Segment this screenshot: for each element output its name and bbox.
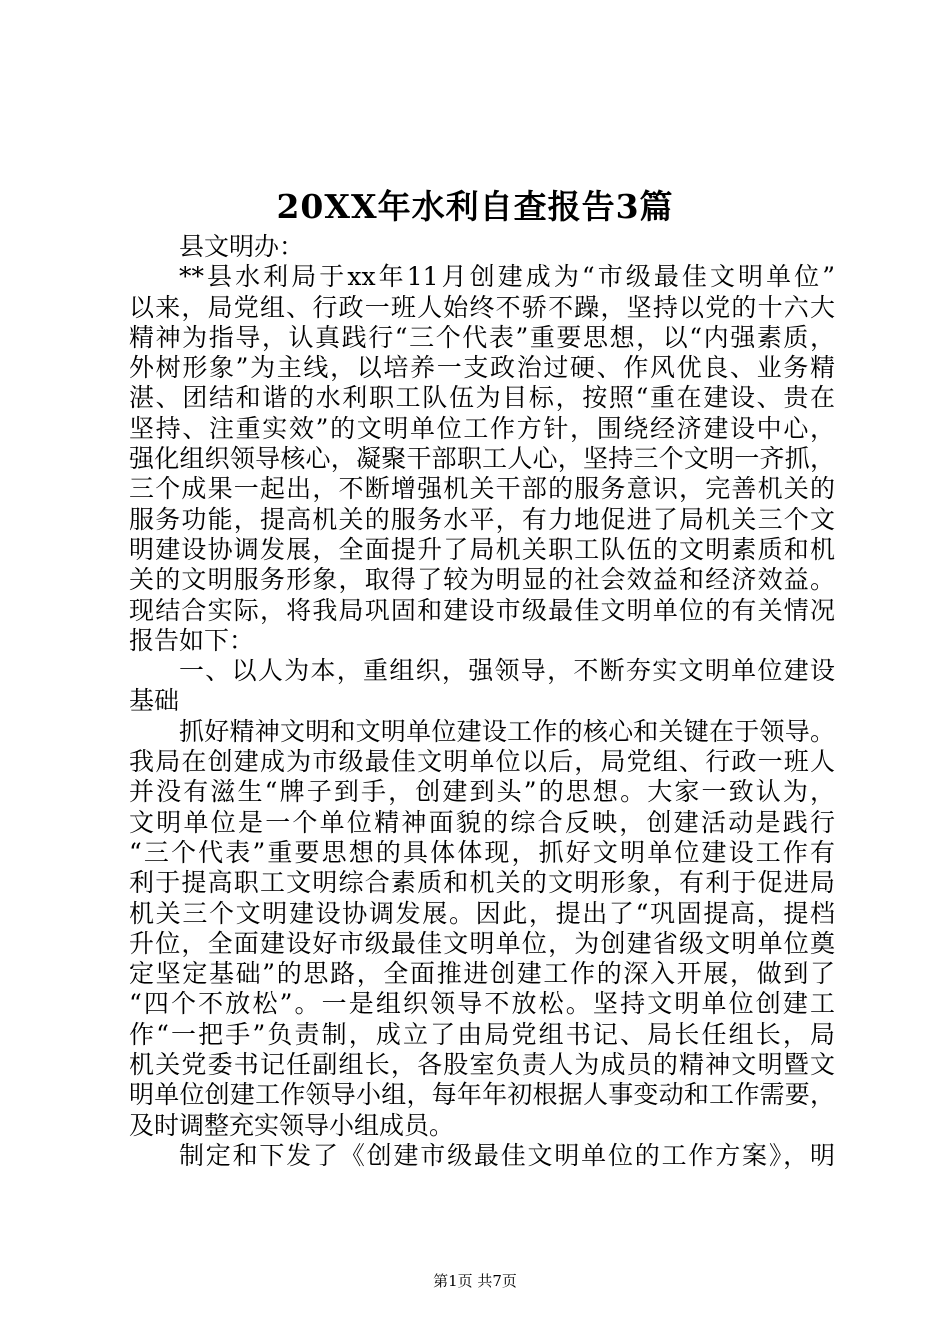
section-heading-line: 基础: [129, 686, 180, 716]
body-line: 我局在创建成为市级最佳文明单位以后，局党组、行政一班人: [129, 747, 835, 777]
body-line: 服务功能，提高机关的服务水平，有力地促进了局机关三个文: [129, 504, 835, 534]
body-line: **县水利局于xx年11月创建成为“市级最佳文明单位”: [179, 262, 835, 292]
body-line: 利于提高职工文明综合素质和机关的文明形象，有利于促进局: [129, 868, 835, 898]
body-line: 并没有滋生“牌子到手，创建到头”的思想。大家一致认为，: [129, 777, 835, 807]
body-line: 关的文明服务形象，取得了较为明显的社会效益和经济效益。: [129, 565, 835, 595]
body-line: 外树形象”为主线，以培养一支政治过硬、作风优良、业务精: [129, 353, 835, 383]
body-line: 升位，全面建设好市级最佳文明单位，为创建省级文明单位奠: [129, 928, 835, 958]
body-line: 定坚定基础”的思路，全面推进创建工作的深入开展，做到了: [129, 959, 835, 989]
body-line: 明建设协调发展，全面提升了局机关职工队伍的文明素质和机: [129, 534, 835, 564]
body-line: 明单位创建工作领导小组，每年年初根据人事变动和工作需要，: [129, 1080, 835, 1110]
section-heading-line: 一、以人为本，重组织，强领导，不断夯实文明单位建设: [179, 656, 835, 686]
body-line: 强化组织领导核心，凝聚干部职工人心，坚持三个文明一齐抓，: [129, 444, 835, 474]
body-line: 现结合实际，将我局巩固和建设市级最佳文明单位的有关情况: [129, 595, 835, 625]
body-line: 精神为指导，认真践行“三个代表”重要思想，以“内强素质，: [129, 322, 835, 352]
salutation-line: 县文明办：: [179, 232, 305, 261]
body-line: 三个成果一起出，不断增强机关干部的服务意识，完善机关的: [129, 474, 835, 504]
body-line: 湛、团结和谐的水利职工队伍为目标，按照“重在建设、贵在: [129, 383, 835, 413]
body-line: 坚持、注重实效”的文明单位工作方针，围绕经济建设中心，: [129, 413, 835, 443]
body-line: 作“一把手”负责制，成立了由局党组书记、局长任组长，局: [129, 1019, 835, 1049]
body-line: 机关三个文明建设协调发展。因此，提出了“巩固提高，提档: [129, 898, 835, 928]
body-line: “三个代表”重要思想的具体体现，抓好文明单位建设工作有: [129, 837, 835, 867]
body-line: 机关党委书记任副组长，各股室负责人为成员的精神文明暨文: [129, 1050, 835, 1080]
page-number-footer: 第1页 共7页: [433, 1272, 517, 1290]
body-line: 及时调整充实领导小组成员。: [129, 1110, 455, 1140]
body-line: 制定和下发了《创建市级最佳文明单位的工作方案》，明: [179, 1140, 835, 1170]
document-body: [129, 232, 835, 1171]
document-title: 20XX年水利自查报告3篇: [276, 187, 674, 226]
body-line: “四个不放松”。一是组织领导不放松。坚持文明单位创建工: [129, 989, 835, 1019]
body-line: 以来，局党组、行政一班人始终不骄不躁，坚持以党的十六大: [129, 292, 835, 322]
body-line: 报告如下：: [129, 625, 255, 655]
body-line: 文明单位是一个单位精神面貌的综合反映，创建活动是践行: [129, 807, 835, 837]
body-line: 抓好精神文明和文明单位建设工作的核心和关键在于领导。: [179, 716, 835, 746]
